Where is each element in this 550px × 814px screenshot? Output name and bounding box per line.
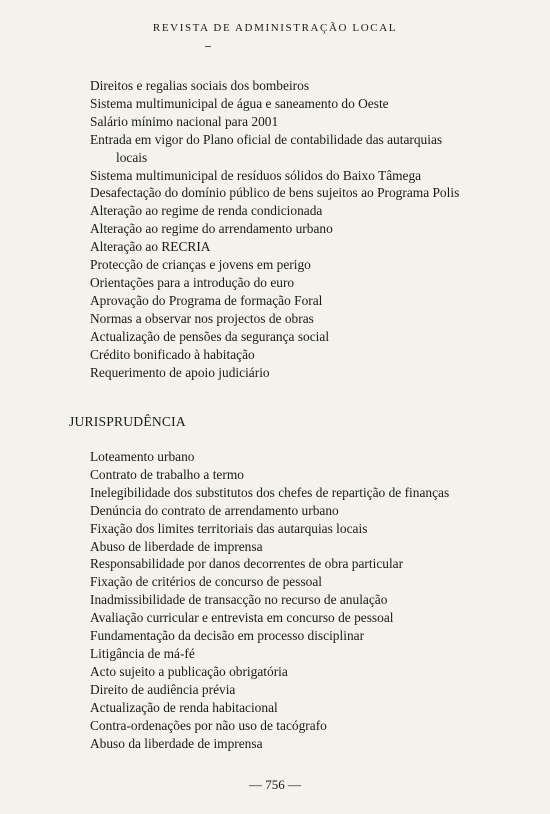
list-item: Fundamentação da decisão em processo disciplinar [90, 628, 365, 644]
list-item: Salário mínimo nacional para 2001 [90, 113, 279, 129]
list-item: Denúncia do contrato de arrendamento urbano [90, 502, 339, 518]
list-item: Abuso da liberdade de imprensa [90, 735, 263, 751]
list-item: Sistema multimunicipal de água e saneamento do Oeste [90, 95, 389, 111]
list-item: Alteração ao RECRIA [90, 239, 211, 255]
list-item: Litigância de má-fé [90, 645, 195, 661]
list-item: Inadmissibilidade de transacção no recurso de anulação [90, 592, 388, 608]
header-mark [205, 46, 211, 47]
running-header: REVISTA DE ADMINISTRAÇÃO LOCAL [152, 22, 398, 34]
list-item: Orientações para a introdução do euro [90, 274, 295, 290]
list-item: Aprovação do Programa de formação Foral [90, 292, 323, 308]
list-item: Alteração ao regime de renda condicionada [90, 203, 323, 219]
list-item: Contrato de trabalho a termo [90, 466, 244, 482]
list-item: Normas a observar nos projectos de obras [90, 310, 314, 326]
list-item: Direitos e regalias sociais dos bombeiros [90, 78, 310, 93]
list-item: Inelegibilidade dos substitutos dos chefes de repartição de finanças [90, 484, 450, 500]
list-item: Contra-ordenações por não uso de tacógrafo [90, 717, 327, 733]
section-title-jurisprudence: JURISPRUDÊNCIA [69, 414, 186, 429]
list-item: Fixação dos limites territoriais das autarquias locais [90, 520, 368, 536]
list-item-continuation: locais [116, 149, 148, 165]
list-item: Responsabilidade por danos decorrentes de obra particular [90, 556, 404, 572]
list-item: Crédito bonificado à habitação [90, 346, 255, 362]
list-item: Protecção de crianças e jovens em perigo [90, 257, 311, 273]
list-item: Entrada em vigor do Plano oficial de contabilidade das autarquias [90, 131, 443, 147]
list-item: Actualização de renda habitacional [90, 699, 278, 715]
list-item: Loteamento urbano [90, 449, 195, 464]
list-item: Abuso de liberdade de imprensa [90, 538, 263, 554]
list-item: Acto sujeito a publicação obrigatória [90, 663, 288, 679]
list-item: Actualização de pensões da segurança social [90, 328, 330, 344]
list-item: Requerimento de apoio judiciário [90, 364, 270, 380]
list-item: Fixação de critérios de concurso de pessoal [90, 574, 323, 590]
list-item: Sistema multimunicipal de resíduos sólidos do Baixo Tâmega [90, 167, 422, 183]
list-item: Avaliação curricular e entrevista em concurso de pessoal [90, 610, 394, 626]
jurisprudence-list [90, 448, 449, 752]
page-number: — 756 — [249, 777, 301, 792]
list-item: Direito de audiência prévia [90, 681, 236, 697]
legislation-list [90, 77, 459, 381]
list-item: Desafectação do domínio público de bens sujeitos ao Programa Polis [90, 185, 460, 201]
list-item: Alteração ao regime do arrendamento urbano [90, 221, 333, 237]
